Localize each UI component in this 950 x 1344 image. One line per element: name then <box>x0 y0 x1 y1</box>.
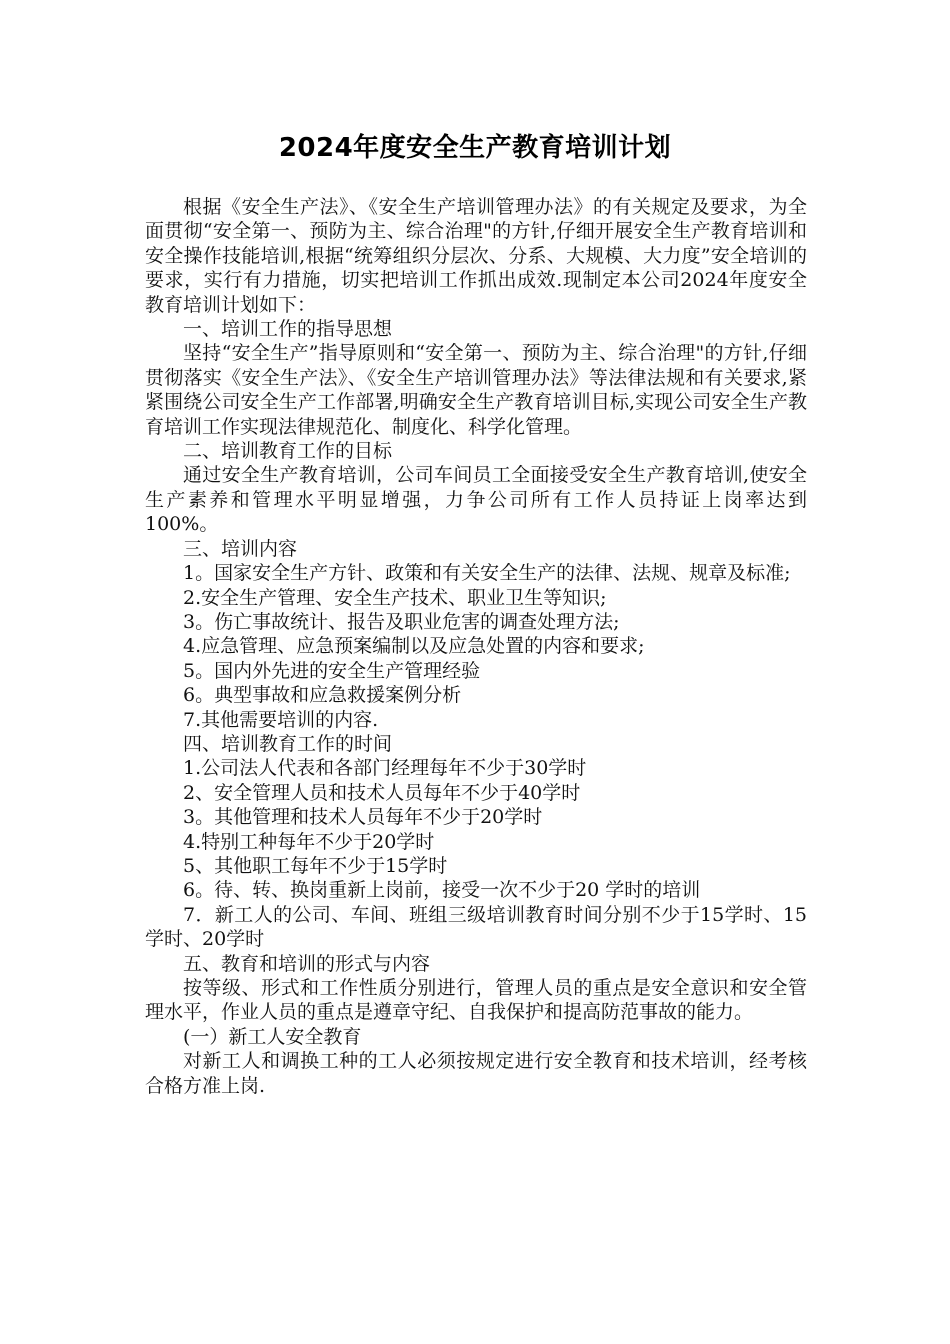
paragraph-goal: 通过安全生产教育培训，公司车间员工全面接受安全生产教育培训,使安全生产素养和管理水平明显增强，力争公司所有工作人员持证上岗率达到100%。 <box>145 464 807 536</box>
list-item: 7.其他需要培训的内容. <box>183 708 379 731</box>
paragraph-forms: 按等级、形式和工作性质分别进行，管理人员的重点是安全意识和安全管理水平，作业人员的重点是遵章守纪、自我保护和提高防范事故的能力。 <box>145 977 807 1024</box>
list-item: 5、其他职工每年不少于15学时 <box>183 854 448 877</box>
list-item: 6。典型事故和应急救援案例分析 <box>183 684 462 707</box>
paragraph-guiding-idea: 坚持“安全生产”指导原则和“安全第一、预防为主、综合治理"的方针,仔细贯彻落实《安全生产法》、《安全生产培训管理办法》等法律法规和有关要求,紧紧围绕公司安全生产工作部署,明确安全生产教育培训目标,实现公司安全生产教育培训工作实现法律规范化、制度化、科学化管理。 <box>145 342 807 438</box>
list-item: 1。国家安全生产方针、政策和有关安全生产的法律、法规、规章及标准; <box>183 562 791 585</box>
section-heading-5: 五、教育和培训的形式与内容 <box>183 952 431 975</box>
list-item: 4.应急管理、应急预案编制以及应急处置的内容和要求; <box>183 635 645 658</box>
list-item: 7．新工人的公司、车间、班组三级培训教育时间分别不少于15学时、15学时、20学时 <box>145 903 807 951</box>
subsection-heading-1: (一）新工人安全教育 <box>183 1025 362 1048</box>
paragraph-intro: 根据《安全生产法》、《安全生产培训管理办法》的有关规定及要求，为全面贯彻“安全第一、预防为主、综合治理"的方针,仔细开展安全生产教育培训和安全操作技能培训,根据“统筹组织分层次、分系、大规模、大力度”安全培训的要求，实行有力措施，切实把培训工作抓出成效.现制定本公司2024年度安全教育培训计划如下： <box>145 196 807 316</box>
list-item: 2、安全管理人员和技术人员每年不少于40学时 <box>183 781 581 804</box>
document-title: 2024年度安全生产教育培训计划 <box>278 133 672 163</box>
section-heading-1: 一、培训工作的指导思想 <box>183 318 393 341</box>
list-item: 5。国内外先进的安全生产管理经验 <box>183 659 481 682</box>
section-heading-2: 二、培训教育工作的目标 <box>183 440 393 463</box>
list-item: 3。其他管理和技术人员每年不少于20学时 <box>183 806 543 829</box>
list-item: 4.特别工种每年不少于20学时 <box>183 830 435 853</box>
paragraph-new-worker: 对新工人和调换工种的工人必须按规定进行安全教育和技术培训，经考核合格方准上岗. <box>145 1050 807 1097</box>
list-item: 1.公司法人代表和各部门经理每年不少于30学时 <box>183 757 587 780</box>
section-heading-4: 四、培训教育工作的时间 <box>183 732 393 755</box>
list-item: 3。伤亡事故统计、报告及职业危害的调查处理方法; <box>183 610 620 633</box>
section-heading-3: 三、培训内容 <box>183 537 298 560</box>
list-item: 2.安全生产管理、安全生产技术、职业卫生等知识; <box>183 586 607 609</box>
list-item: 6。待、转、换岗重新上岗前，接受一次不少于20 学时的培训 <box>183 879 701 902</box>
document-body <box>145 195 807 1098</box>
